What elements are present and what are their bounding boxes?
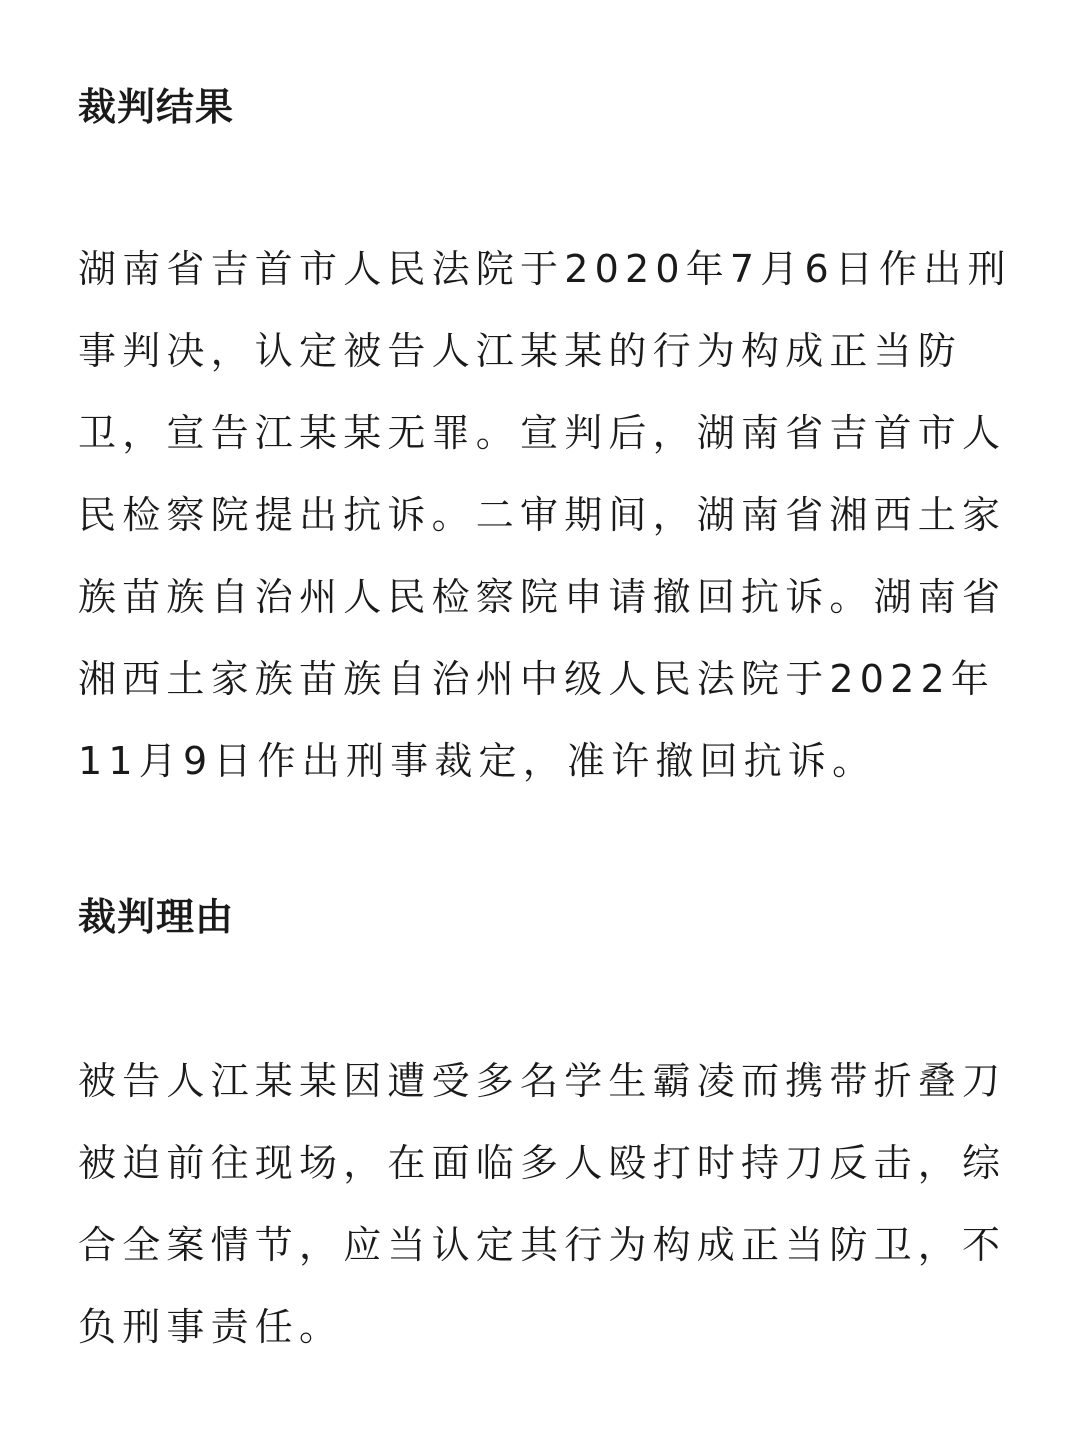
text-line: 事判决，认定被告人江某某的行为构成正当防 <box>78 329 963 373</box>
judgment-result-paragraph <box>78 228 1012 802</box>
text-line: 负刑事责任。 <box>78 1305 344 1349</box>
text-line: 11月9日作出刑事裁定，准许撤回抗诉。 <box>78 739 877 783</box>
text-line: 民检察院提出抗诉。二审期间，湖南省湘西土家 <box>78 493 1007 537</box>
section-heading-judgment-result: 裁判结果 <box>78 85 235 129</box>
text-line: 族苗族自治州人民检察院申请撤回抗诉。湖南省 <box>78 575 1007 619</box>
section-heading-judgment-reason: 裁判理由 <box>78 895 235 939</box>
judgment-reason-paragraph <box>78 1040 1007 1368</box>
text-line: 合全案情节，应当认定其行为构成正当防卫，不 <box>78 1223 1007 1267</box>
text-line: 被迫前往现场，在面临多人殴打时持刀反击，综 <box>78 1141 1007 1185</box>
text-line: 被告人江某某因遭受多名学生霸凌而携带折叠刀 <box>78 1059 1007 1103</box>
text-line: 湖南省吉首市人民法院于2020年7月6日作出刑 <box>78 247 1012 291</box>
text-line: 湘西土家族苗族自治州中级人民法院于2022年 <box>78 657 996 701</box>
text-line: 卫，宣告江某某无罪。宣判后，湖南省吉首市人 <box>78 411 1007 455</box>
